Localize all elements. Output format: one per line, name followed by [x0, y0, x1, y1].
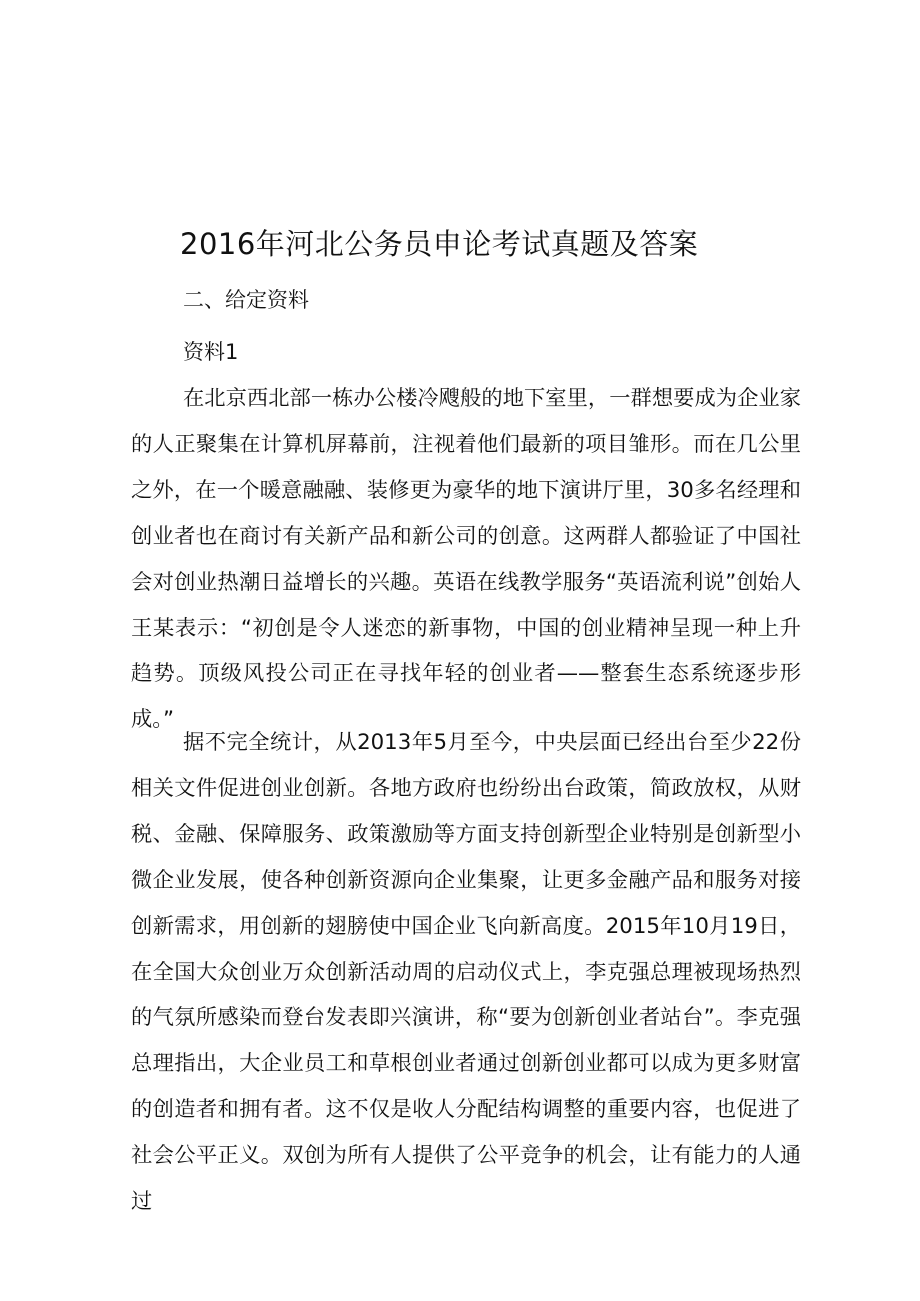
paragraph-1: 在北京西北部一栋办公楼冷飕般的地下室里，一群想要成为企业家的人正聚集在计算机屏幕前，注视着他们最新的项目雏形。而在几公里之外，在一个暖意融融、装修更为豪华的地下演讲厅里，30多名经理和创业者也在商讨有关新产品和新公司的创意。这两群人都验证了中国社会对创业热潮日益增长的兴趣。英语在线教学服务“英语流利说”创始人王某表示：“初创是令人迷恋的新事物，中国的创业精神呈现一种上升趋势。顶级风投公司正在寻找年轻的创业者——整套生态系统逐步形成。”: [131, 386, 801, 733]
material-label: 资料1: [183, 340, 239, 364]
paragraph-2: 据不完全统计，从2013年5月至今，中央层面已经出台至少22份相关文件促进创业创新。各地方政府也纷纷出台政策，简政放权，从财税、金融、保障服务、政策激励等方面支持创新型企业特别是创新型小微企业发展，使各种创新资源向企业集聚，让更多金融产品和服务对接创新需求，用创新的翅膀使中国企业飞向新高度。2015年10月19日，在全国大众创业万众创新活动周的启动仪式上，李克强总理被现场热烈的气氛所感染而登台发表即兴演讲，称“要为创新创业者站台”。李克强总理指出，大企业员工和草根创业者通过创新创业都可以成为更多财富的创造者和拥有者。这不仅是收人分配结构调整的重要内容，也促进了社会公平正义。双创为所有人提供了公平竞争的机会，让有能力的人通过: [131, 730, 801, 1215]
document-title: 2016年河北公务员申论考试真题及答案: [180, 227, 699, 261]
section-heading: 二、给定资料: [183, 288, 309, 312]
